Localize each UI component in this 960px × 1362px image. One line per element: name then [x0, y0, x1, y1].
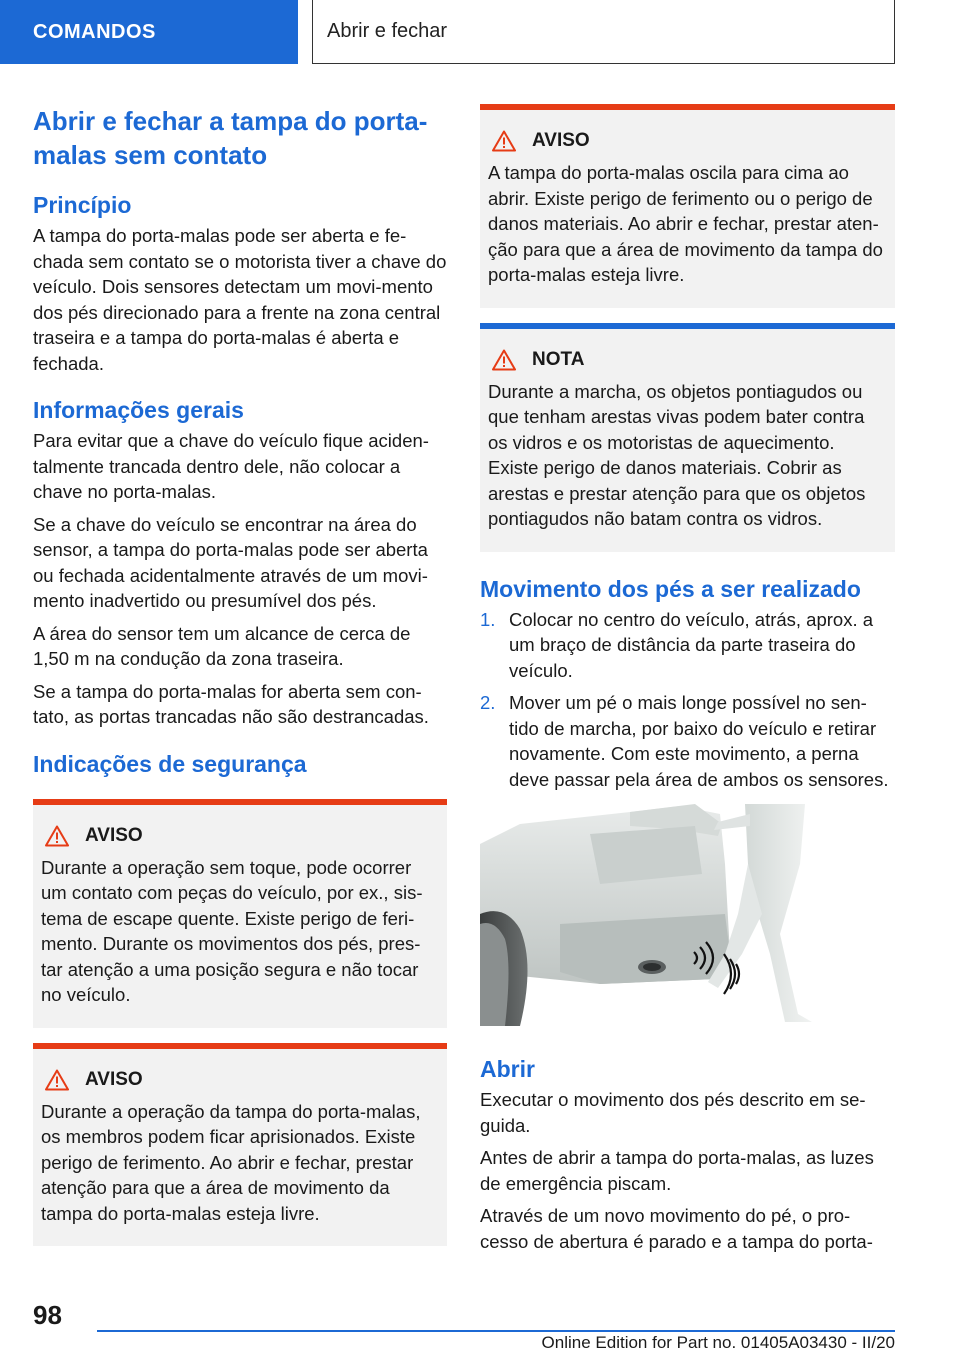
warning-box [480, 104, 895, 308]
edition-text: Online Edition for Part no. 01405A03430 - II/20 [541, 1333, 895, 1352]
info-paragraph: Se a tampa do porta-malas for aberta sem con-tato, as portas trancadas não são destrancadas. [33, 680, 429, 727]
step-number: 1. [480, 608, 496, 630]
info-paragraph: Se a chave do veículo se encontrar na área do sensor, a tampa do porta-malas pode ser aberta ou fechada acidentalmente através de um movi-mento inadvertido ou presumível dos pés. [33, 513, 428, 611]
principle-heading: Princípio [33, 192, 132, 218]
open-paragraph: Executar o movimento dos pés descrito em se-guida. [480, 1089, 866, 1136]
info-paragraph: Para evitar que a chave do veículo fique aciden-talmente trancada dentro dele, não colocar a chave no porta-malas. [33, 430, 429, 502]
warning-label: AVISO [532, 130, 590, 151]
footer-divider [97, 1330, 895, 1332]
open-paragraph: Através de um novo movimento do pé, o pro-cesso de abertura é parado e a tampa do porta- [480, 1205, 873, 1252]
info-paragraph: A área do sensor tem um alcance de cerca de 1,50 m na condução da zona traseira. [33, 622, 411, 669]
warning-text: A tampa do porta-malas oscila para cima ao abrir. Existe perigo de ferimento ou o perigo de danos materiais. Ao abrir e fechar, prestar aten-ção para que a área de movimento da tampa do porta-malas esteja livre. [488, 162, 883, 285]
warning-box [33, 799, 447, 1028]
safety-heading: Indicações de segurança [33, 750, 307, 777]
step-text: Mover um pé o mais longe possível no sen-tido de marcha, por baixo do veículo e retirar novamente. Com este movimento, a perna deve passar pela área de ambos os sensores. [509, 692, 889, 790]
car-rear-foot-gesture-illustration [480, 804, 815, 1026]
list-item [480, 690, 895, 792]
warning-triangle-icon [45, 825, 69, 847]
warning-box [33, 1043, 447, 1247]
chapter-tab [0, 0, 298, 64]
info-heading: Informações gerais [33, 397, 244, 423]
section-header [312, 0, 895, 64]
warning-triangle-icon [45, 1069, 69, 1091]
warning-triangle-icon [492, 130, 516, 152]
right-column [480, 104, 895, 1261]
left-column [33, 104, 447, 1261]
warning-label: AVISO [85, 1068, 143, 1090]
principle-text: A tampa do porta-malas pode ser aberta e fe-chada sem contato se o motorista tiver a chave do veículo. Dois sensores detectam um movi-mento dos pés direcionado para a frente na zona central traseira e a tampa do porta-malas é aberta e fechada. [33, 225, 447, 374]
steps-list [480, 607, 895, 793]
step-text: Colocar no centro do veículo, atrás, aprox. a um braço de distância da parte traseira do veículo. [509, 608, 874, 681]
open-paragraph: Antes de abrir a tampa do porta-malas, as luzes de emergência piscam. [480, 1147, 874, 1194]
note-label: NOTA [532, 348, 585, 370]
step-number: 2. [480, 692, 496, 713]
movement-heading: Movimento dos pés a ser realizado [480, 575, 861, 602]
warning-text: Durante a operação sem toque, pode ocorrer um contato com peças do veículo, por ex., sis-tema de escape quente. Existe perigo de feri-mento. Durante os movimentos dos pés, pres-tar atenção a uma posição segura e não tocar no veículo. [41, 856, 423, 1005]
note-triangle-icon [492, 349, 516, 371]
chapter-title: COMANDOS [33, 20, 156, 43]
note-text: Durante a marcha, os objetos pontiagudos ou que tenham arestas vivas podem bater contra os vidros e os motoristas de aquecimento. Existe perigo de danos materiais. Cobrir as arestas e prestar atenção para que os objetos pontiagudos não batam contra os vidros. [488, 380, 866, 529]
warning-label: AVISO [85, 824, 143, 846]
warning-text: Durante a operação da tampa do porta-malas, os membros podem ficar aprisionados. Existe perigo de ferimento. Ao abrir e fechar, prestar atenção para que a área de movimento da tampa do porta-malas esteja livre. [41, 1100, 421, 1224]
note-box [480, 323, 895, 552]
page-number: 98 [33, 1300, 62, 1330]
list-item [480, 607, 895, 684]
open-heading: Abrir [480, 1056, 535, 1082]
section-title: Abrir e fechar [327, 20, 448, 42]
page-title: Abrir e fechar a tampa do porta-malas sem contato [33, 106, 428, 170]
